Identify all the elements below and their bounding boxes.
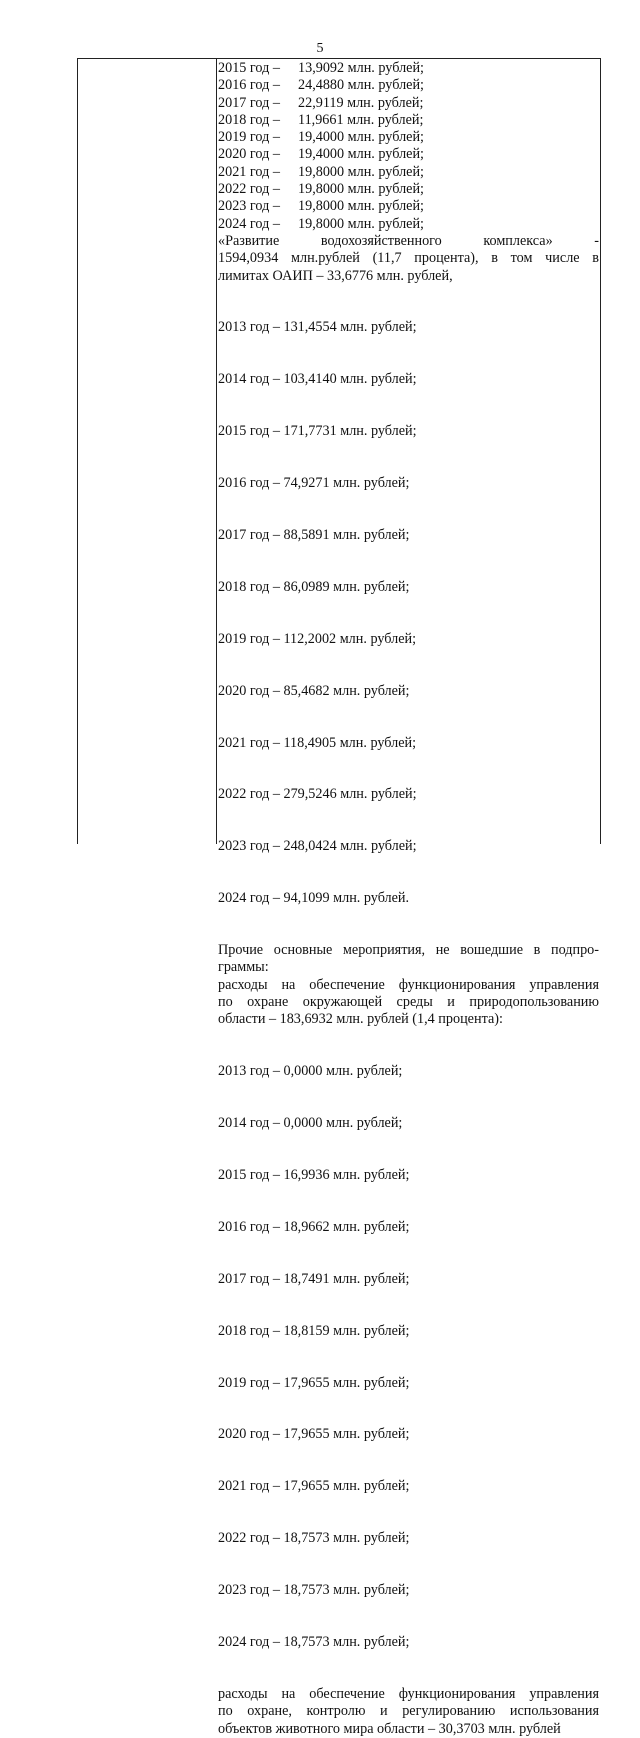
list-item: 2019 год – 19,4000 млн. рублей; — [218, 129, 424, 146]
list-item: 2016 год – 24,4880 млн. рублей; — [218, 77, 424, 94]
vodo-paragraph — [218, 233, 599, 285]
list-item: 2021 год – 17,9655 млн. рублей; — [218, 1478, 410, 1495]
list-item: 2021 год – 118,4905 млн. рублей; — [218, 734, 417, 751]
paragraph-line: лимитах ОАИП – 33,6776 млн. рублей, — [218, 267, 453, 284]
list-item: 2020 год – 17,9655 млн. рублей; — [218, 1426, 410, 1443]
list-item: 2023 год – 18,7573 млн. рублей; — [218, 1582, 410, 1599]
paragraph-line: по охране, контролю и регулированию использования — [218, 1703, 599, 1720]
funding-by-year-list-2 — [218, 285, 599, 942]
list-item: 2018 год – 11,9661 млн. рублей; — [218, 111, 424, 128]
list-item: 2018 год – 86,0989 млн. рублей; — [218, 578, 410, 595]
list-item: 2015 год – 13,9092 млн. рублей; — [218, 60, 424, 76]
prochie-paragraph — [218, 942, 599, 977]
funding-by-year-list-1 — [218, 60, 599, 233]
list-item: 2019 год – 112,2002 млн. рублей; — [218, 630, 417, 647]
list-item: 2023 год – 248,0424 млн. рублей; — [218, 838, 417, 855]
list-item: 2017 год – 22,9119 млн. рублей; — [218, 94, 424, 111]
paragraph-line: 1594,0934 млн.рублей (11,7 процента), в том числе в — [218, 250, 599, 267]
list-item: 2013 год – 131,4554 млн. рублей; — [218, 319, 417, 336]
paragraph-line: Прочие основные мероприятия, не вошедшие в подпро- — [218, 942, 599, 959]
list-item: 2016 год – 74,9271 млн. рублей; — [218, 475, 410, 492]
list-item: 2016 год – 18,9662 млн. рублей; — [218, 1218, 410, 1235]
list-item: 2021 год – 19,8000 млн. рублей; — [218, 163, 424, 180]
list-item: 2014 год – 103,4140 млн. рублей; — [218, 371, 417, 388]
list-item: 2017 год – 88,5891 млн. рублей; — [218, 527, 410, 544]
paragraph-line: по охране окружающей среды и природопользованию — [218, 994, 599, 1011]
list-item: 2015 год – 16,9936 млн. рублей; — [218, 1167, 410, 1183]
document-table — [77, 58, 601, 1737]
list-item: 2019 год – 17,9655 млн. рублей; — [218, 1374, 410, 1391]
rashody-upravlenie-paragraph — [218, 977, 599, 1029]
paragraph-line: объектов животного мира области – 30,3703 млн. рублей — [218, 1720, 561, 1737]
list-item: 2022 год – 19,8000 млн. рублей; — [218, 181, 424, 198]
paragraph-line: области – 183,6932 млн. рублей (1,4 процента): — [218, 1011, 503, 1028]
list-item: 2024 год – 19,8000 млн. рублей; — [218, 215, 424, 232]
table-right-cell — [218, 60, 599, 1738]
paragraph-line: «Развитие водохозяйственного комплекса» - — [218, 232, 599, 249]
paragraph-line: граммы: — [218, 959, 269, 976]
paragraph-line: расходы на обеспечение функционирования управления — [218, 976, 599, 993]
rashody-zhivotny-mir-paragraph — [218, 1686, 599, 1738]
funding-by-year-list-3 — [218, 1029, 599, 1686]
list-item: 2023 год – 19,8000 млн. рублей; — [218, 198, 424, 215]
list-item: 2024 год – 94,1099 млн. рублей. — [218, 890, 410, 907]
paragraph-line: расходы на обеспечение функционирования управления — [218, 1685, 599, 1702]
list-item: 2013 год – 0,0000 млн. рублей; — [218, 1063, 403, 1080]
list-item: 2014 год – 0,0000 млн. рублей; — [218, 1115, 403, 1132]
list-item: 2022 год – 18,7573 млн. рублей; — [218, 1530, 410, 1547]
page-number: 5 — [316, 41, 324, 56]
list-item: 2018 год – 18,8159 млн. рублей; — [218, 1322, 410, 1339]
list-item: 2024 год – 18,7573 млн. рублей; — [218, 1634, 410, 1651]
list-item: 2017 год – 18,7491 млн. рублей; — [218, 1270, 410, 1287]
list-item: 2022 год – 279,5246 млн. рублей; — [218, 786, 417, 803]
list-item: 2020 год – 85,4682 млн. рублей; — [218, 682, 410, 699]
list-item: 2020 год – 19,4000 млн. рублей; — [218, 146, 424, 163]
list-item: 2015 год – 171,7731 млн. рублей; — [218, 423, 417, 440]
column-divider — [216, 59, 217, 844]
